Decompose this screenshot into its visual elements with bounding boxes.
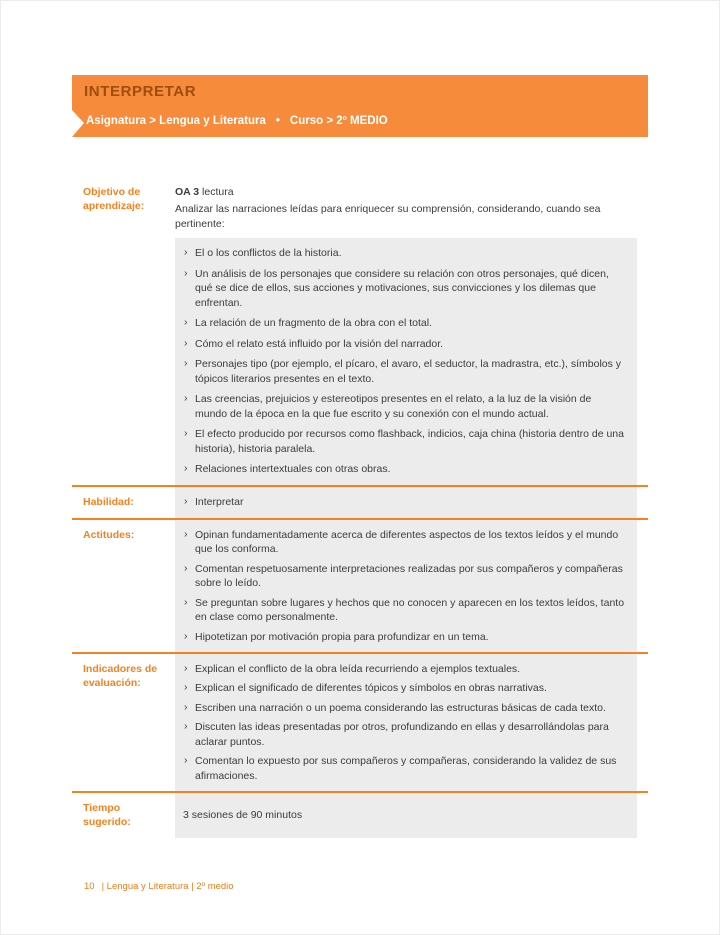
actitudes-list	[183, 528, 625, 644]
oa-intro	[175, 177, 637, 238]
bullet-icon: ›	[184, 427, 188, 440]
bullet-text: Personajes tipo (por ejemplo, el pícaro, el avaro, el seductor, la madrastra, etc.), símbolos y tópicos literarios presentes en el texto.	[195, 358, 622, 385]
bullet-text: Opinan fundamentadamente acerca de diferentes aspectos de los textos leídos y el mundo que los conforma.	[195, 528, 619, 556]
bullet-text: Cómo el relato está influido por la visión del narrador.	[195, 337, 444, 350]
oa-description: Analizar las narraciones leídas para enriquecer su comprensión, considerando, cuando sea pertinente:	[175, 203, 601, 230]
row-label-indicadores: Indicadores de evaluación:	[83, 663, 158, 689]
footer-text: | Lengua y Literatura | 2º medio	[101, 881, 234, 892]
bullet-icon: ›	[184, 392, 188, 405]
bullet-icon: ›	[184, 754, 188, 767]
list-item	[183, 462, 625, 476]
list-item	[183, 662, 625, 676]
list-item	[183, 528, 625, 557]
breadcrumb-course: Curso > 2º MEDIO	[289, 115, 388, 127]
bullet-icon: ›	[184, 629, 188, 642]
bullet-icon: ›	[184, 316, 188, 329]
bullet-text: Comentan lo expuesto por sus compañeros y compañeras, considerando la validez de sus afirmaciones.	[195, 755, 617, 782]
row-content-indicadores	[175, 654, 637, 791]
list-item	[183, 316, 625, 330]
actitudes-panel	[175, 520, 637, 652]
list-item	[183, 720, 625, 749]
dot-separator-icon: •	[275, 115, 280, 127]
list-item	[183, 427, 625, 456]
row-content-objetivo	[175, 177, 637, 485]
oa-code-suffix: lectura	[202, 186, 234, 198]
bullet-text: Hipotetizan por motivación propia para profundizar en un tema.	[195, 630, 489, 643]
content-table	[72, 177, 648, 838]
bullet-icon: ›	[184, 700, 188, 713]
list-item	[183, 246, 625, 260]
bullet-text: Las creencias, prejuicios y estereotipos presentes en el relato, a la luz de la visión de mundo de la época en la que fue escrito y su conexión con el mundo actual.	[195, 393, 592, 420]
row-label-tiempo: Tiempo sugerido:	[83, 802, 131, 829]
bullet-text: Explican el significado de diferentes tópicos y símbolos en obras narrativas.	[195, 682, 547, 695]
row-objetivo	[72, 177, 648, 485]
bullet-text: El efecto producido por recursos como flashback, indicios, caja china (historia dentro de una historia), historia paralela.	[195, 428, 624, 455]
row-label-actitudes: Actitudes:	[83, 528, 135, 541]
bullet-icon: ›	[184, 595, 188, 608]
bullet-icon: ›	[184, 527, 188, 540]
row-content-habilidad	[175, 487, 637, 518]
bullet-icon: ›	[184, 720, 188, 733]
chevron-right-icon	[72, 110, 84, 137]
row-habilidad	[72, 485, 648, 518]
row-content-actitudes	[175, 520, 637, 652]
bullet-icon: ›	[184, 336, 188, 349]
oa-code-line	[175, 185, 633, 199]
page-footer	[84, 881, 234, 892]
bullet-text: Interpretar	[195, 495, 244, 508]
bullet-icon: ›	[184, 266, 188, 279]
habilidad-list	[183, 495, 625, 509]
bullet-text: Un análisis de los personajes que considere su relación con otros personajes, qué dicen, qué se dice de ellos, sus acciones y motivaciones, sus convicciones y los dilemas que enfrentan.	[195, 267, 609, 309]
list-item	[183, 596, 625, 625]
bullet-icon: ›	[184, 662, 188, 674]
row-tiempo	[72, 791, 648, 838]
oa-bullet-panel	[175, 238, 637, 484]
page-title: INTERPRETAR	[84, 83, 197, 100]
list-item	[183, 392, 625, 421]
list-item	[183, 630, 625, 644]
bullet-text: Explican el conflicto de la obra leída recurriendo a ejemplos textuales.	[195, 663, 521, 675]
list-item	[183, 681, 625, 695]
list-item	[183, 562, 625, 591]
bullet-icon: ›	[184, 494, 188, 507]
oa-bullet-list	[183, 246, 625, 476]
list-item	[183, 495, 625, 509]
tiempo-value: 3 sesiones de 90 minutos	[183, 809, 303, 822]
breadcrumb-subject: Asignatura > Lengua y Literatura	[86, 115, 266, 127]
indicadores-panel	[175, 654, 637, 791]
bullet-text: Comentan respetuosamente interpretaciones realizadas por sus compañeros y compañeras sobre lo leído.	[195, 562, 623, 590]
bullet-text: Discuten las ideas presentadas por otros, profundizando en ellas y desarrollándolas para aclarar puntos.	[195, 721, 609, 748]
bullet-icon: ›	[184, 246, 188, 259]
header-band	[72, 75, 648, 137]
list-item	[183, 267, 625, 310]
tiempo-panel	[175, 793, 637, 838]
bullet-text: Se preguntan sobre lugares y hechos que no conocen y aparecen en los textos leídos, tanto en clase como personalmente.	[195, 596, 625, 624]
list-item	[183, 754, 625, 783]
list-item	[183, 337, 625, 351]
bullet-icon: ›	[184, 462, 188, 475]
bullet-text: El o los conflictos de la historia.	[195, 247, 342, 260]
bullet-icon: ›	[184, 561, 188, 574]
row-label-objetivo: Objetivo de aprendizaje:	[83, 186, 145, 212]
list-item	[183, 701, 625, 715]
indicadores-list	[183, 662, 625, 783]
bullet-text: Escriben una narración o un poema considerando las estructuras básicas de cada texto.	[195, 701, 606, 714]
list-item	[183, 357, 625, 386]
row-content-tiempo	[175, 793, 637, 838]
habilidad-panel	[175, 487, 637, 518]
row-actitudes	[72, 518, 648, 652]
page-number: 10	[84, 881, 95, 892]
row-indicadores	[72, 652, 648, 791]
bullet-icon: ›	[184, 681, 188, 694]
bullet-text: La relación de un fragmento de la obra con el total.	[195, 317, 432, 330]
oa-code: OA 3	[175, 186, 200, 198]
breadcrumb	[86, 115, 388, 127]
row-label-habilidad: Habilidad:	[83, 495, 134, 508]
bullet-text: Relaciones intertextuales con otras obras.	[195, 463, 391, 476]
bullet-icon: ›	[184, 357, 188, 370]
